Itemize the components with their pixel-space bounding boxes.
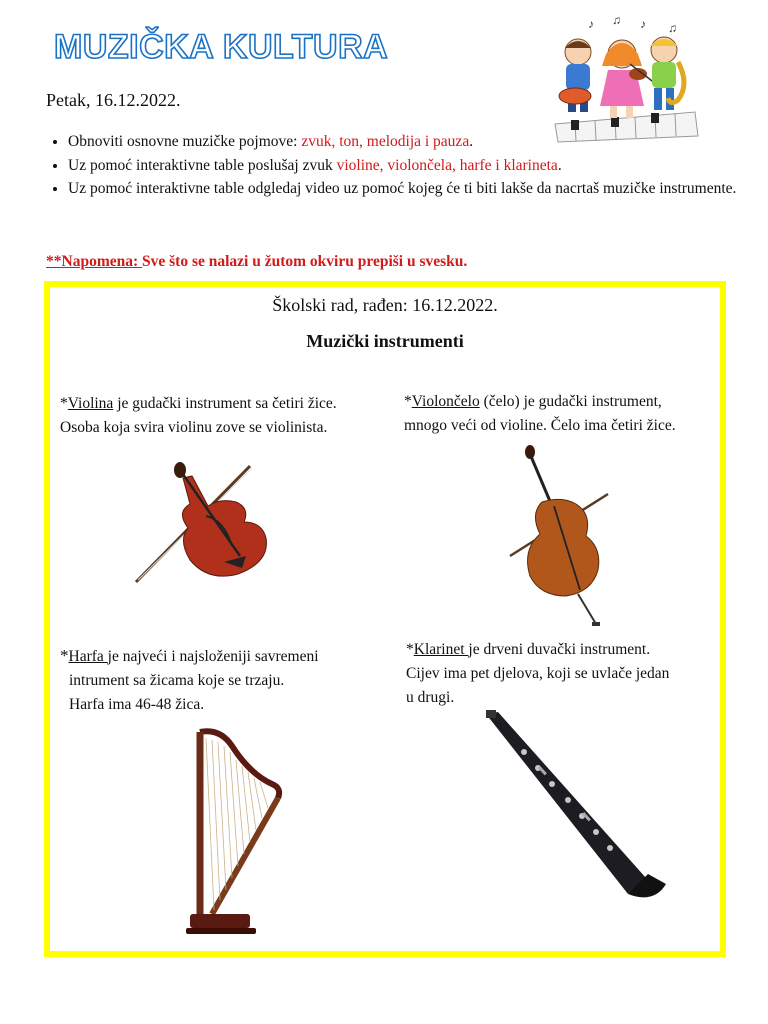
task-list <box>28 130 752 201</box>
harp-description: *Harfa je najveći i najsloženiji savremeni intrument sa žicama koje se trzaju. Harfa ima 46-48 žica. <box>60 646 319 713</box>
svg-text:♪: ♪ <box>588 17 594 31</box>
kids-music-illustration <box>550 14 700 144</box>
section-heading: Muzički instrumenti <box>306 331 464 351</box>
cello-term: Violončelo <box>411 393 480 410</box>
cello-image <box>508 444 618 634</box>
svg-text:♪: ♪ <box>640 17 646 31</box>
clarinet-description: *Klarinet je drveni duvački instrument. Cijev ima pet djelova, koji se uvlače jedan u drugi. <box>406 641 670 706</box>
violin-term: Violina <box>67 395 114 412</box>
task-item: • Obnoviti osnovne muzičke pojmove: zvuk, ton, melodija i pauza. <box>68 130 752 154</box>
clarinet-term: Klarinet <box>413 641 469 658</box>
task-item: • Uz pomoć interaktivne table odgledaj video uz pomoć kojeg će ti biti lakše da nacrtaš muzičke instrumente. <box>68 177 752 201</box>
harp-image <box>180 728 290 940</box>
note-text: Sve što se nalazi u žutom okviru prepiši u svesku. <box>142 253 468 270</box>
note-label: **Napomena: <box>46 253 143 270</box>
clarinet-image <box>478 708 668 908</box>
harp-term: Harfa <box>68 648 108 665</box>
svg-text:♫: ♫ <box>668 21 677 35</box>
page-title: MUZIČKA KULTURA <box>54 28 389 66</box>
violin-description: *Violina je gudački instrument sa četiri žice. Osoba koja svira violinu zove se violinista. <box>60 395 337 436</box>
violin-image <box>128 456 278 596</box>
cello-description: *Violončelo (čelo) je gudački instrument, mnogo veći od violine. Čelo ima četiri žice. <box>404 393 676 434</box>
school-work-date: Školski rad, rađen: 16.12.2022. <box>272 295 498 315</box>
svg-text:♫: ♫ <box>612 14 621 27</box>
note <box>46 253 467 271</box>
task-item: • Uz pomoć interaktivne table poslušaj zvuk violine, violončela, harfe i klarineta. <box>68 154 752 178</box>
lesson-date: Petak, 16.12.2022. <box>46 90 181 110</box>
